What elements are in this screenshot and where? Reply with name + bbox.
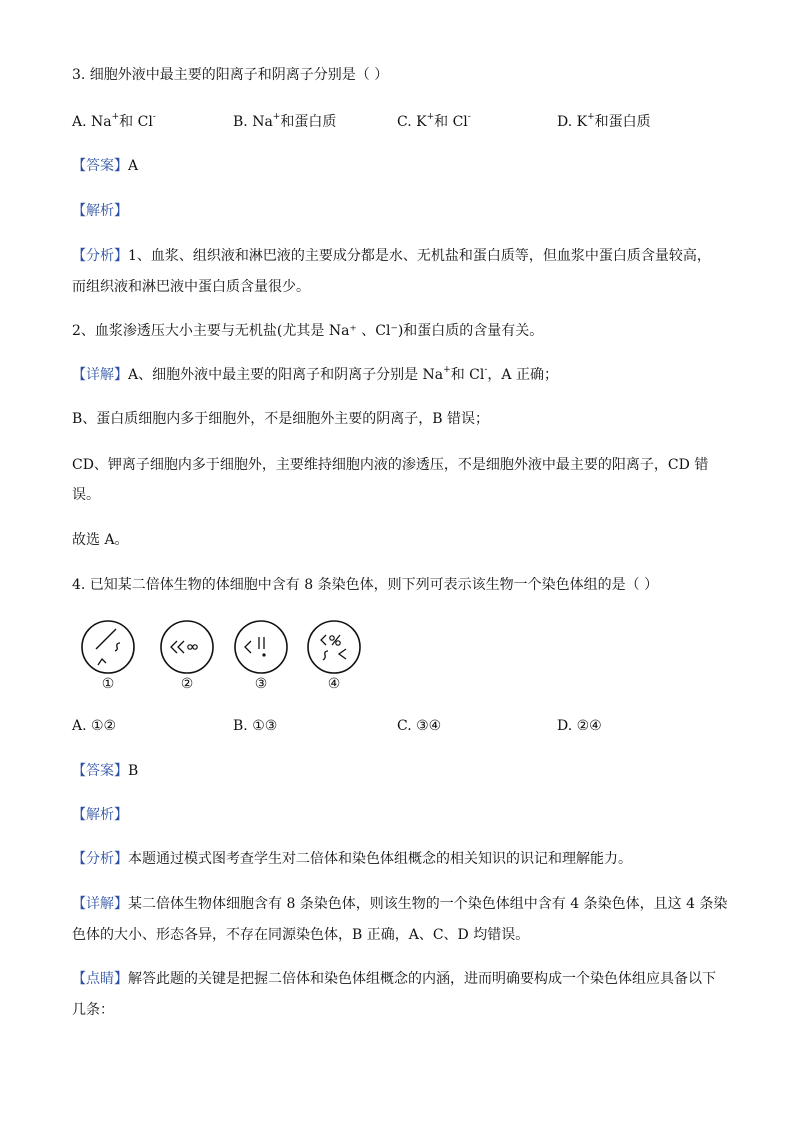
- q3-detail-cd-line2: 误。: [72, 487, 100, 503]
- circle-label-4: ④: [327, 676, 341, 692]
- q4-answer: 【答案】B: [72, 763, 139, 779]
- q4-detail-line2: 色体的大小、形态各异，不存在同源染色体，B 正确，A、C、D 均错误。: [72, 927, 530, 943]
- q3-stem: 3. 细胞外液中最主要的阳离子和阴离子分别是（ ）: [72, 67, 389, 83]
- q3-option-a: A. Na+和 Cl-: [72, 112, 156, 130]
- q3-fenxi-line2: 而组织液和淋巴液中蛋白质含量很少。: [72, 279, 310, 295]
- chromosome-diagram-2: [159, 619, 215, 675]
- q4-dianjing-line2: 几条：: [72, 1002, 114, 1018]
- answer-value: A: [128, 158, 139, 174]
- q4-option-a: A. ①②: [72, 718, 117, 734]
- q3-detail-cd-line1: CD、钾离子细胞内多于细胞外，主要维持细胞内液的渗透压，不是细胞外液中最主要的阳离子，CD 错: [72, 457, 709, 473]
- q4-analysis-heading: 【解析】: [72, 807, 128, 823]
- circle-label-3: ③: [254, 676, 268, 692]
- q4-option-b: B. ①③: [233, 718, 278, 734]
- q4-option-c: C. ③④: [397, 718, 442, 734]
- q4-fenxi: 【分析】本题通过模式图考查学生对二倍体和染色体组概念的相关知识的识记和理解能力。: [72, 851, 632, 867]
- q3-fenxi-line1: 【分析】1、血浆、组织液和淋巴液的主要成分都是水、无机盐和蛋白质等，但血浆中蛋白质含量较高，: [72, 248, 711, 264]
- q3-detail-b: B、蛋白质细胞内多于细胞外，不是细胞外主要的阴离子，B 错误；: [72, 411, 490, 427]
- chromosome-diagram-1: [80, 619, 136, 675]
- circle-label-1: ①: [101, 676, 115, 692]
- q3-point2: 2、血浆渗透压大小主要与无机盐(尤其是 Na⁺ 、Cl⁻)和蛋白质的含量有关。: [72, 323, 544, 339]
- q4-option-d: D. ②④: [557, 718, 602, 734]
- answer-tag: 【答案】: [72, 158, 128, 174]
- q3-conclusion: 故选 A。: [72, 532, 129, 548]
- circle-label-2: ②: [180, 676, 194, 692]
- q4-dianjing-line1: 【点睛】解答此题的关键是把握二倍体和染色体组概念的内涵，进而明确要构成一个染色体组应具备以下: [72, 971, 716, 987]
- q3-detail-a: 【详解】A、细胞外液中最主要的阳离子和阴离子分别是 Na+和 Cl-，A 正确；: [72, 365, 558, 383]
- q3-option-b: B. Na+和蛋白质: [233, 112, 337, 130]
- chromosome-diagram-4: [306, 619, 362, 675]
- q3-option-d: D. K+和蛋白质: [557, 112, 651, 130]
- q4-stem: 4. 已知某二倍体生物的体细胞中含有 8 条染色体，则下列可表示该生物一个染色体组的是（ ）: [72, 577, 659, 593]
- q3-answer: [72, 157, 138, 175]
- q4-detail-line1: 【详解】某二倍体生物体细胞含有 8 条染色体，则该生物的一个染色体组中含有 4 条染色体，且这 4 条染: [72, 896, 728, 912]
- q3-analysis-heading: 【解析】: [72, 203, 128, 219]
- q3-option-c: C. K+和 Cl-: [397, 112, 471, 130]
- chromosome-diagram-3: [233, 619, 289, 675]
